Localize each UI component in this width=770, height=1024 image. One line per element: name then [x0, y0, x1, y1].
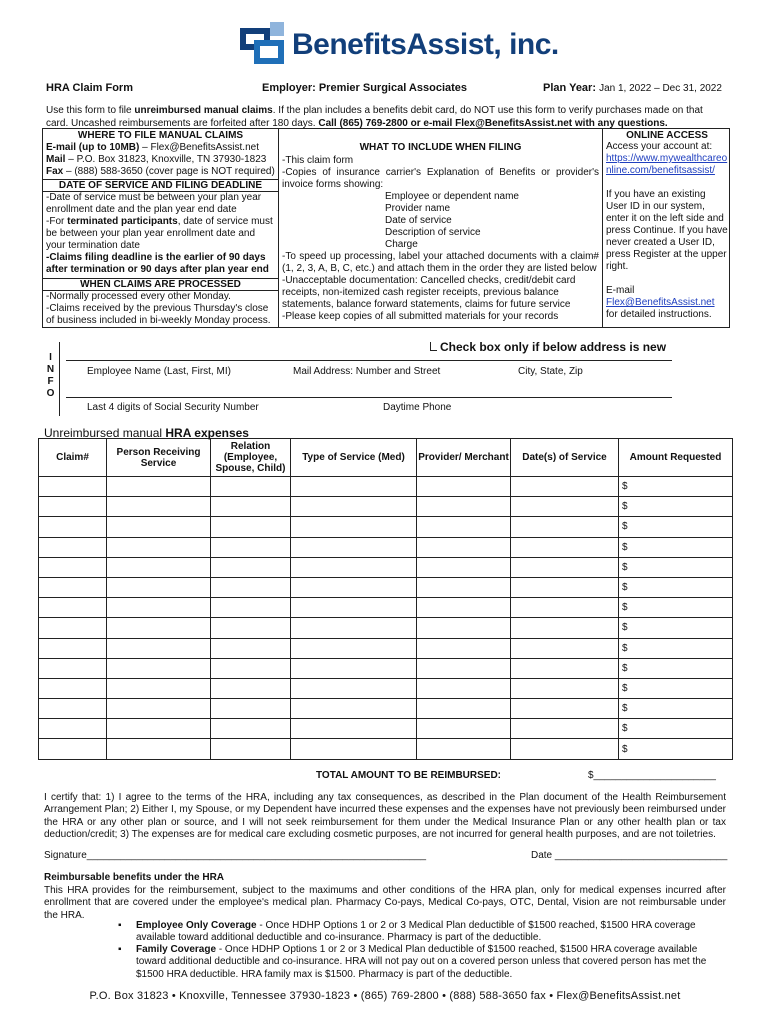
table-cell[interactable] — [211, 739, 291, 759]
table-cell[interactable] — [107, 557, 211, 577]
online-line-3: for detailed instructions. — [606, 309, 712, 320]
total-value-field[interactable]: $______________________ — [588, 770, 716, 781]
company-logo — [240, 22, 559, 66]
table-cell[interactable] — [291, 678, 417, 698]
table-cell[interactable] — [291, 719, 417, 739]
online-email-link[interactable]: Flex@BenefitsAssist.net — [606, 297, 715, 308]
footer-contact: P.O. Box 31823 • Knoxville, Tennessee 37930-1823 • (865) 769-2800 • (888) 588-3650 fax • Flex@BenefitsAssist.net — [89, 990, 681, 1002]
fax-label: Fax — [46, 166, 64, 177]
table-cell[interactable] — [511, 699, 619, 719]
table-cell[interactable] — [39, 678, 107, 698]
table-cell[interactable] — [107, 517, 211, 537]
include-item: Date of service — [385, 215, 452, 226]
include-item: Provider name — [385, 203, 451, 214]
intro-rest: . If the plan includes a benefits debit card, do NOT use this form to verify purchases made on that card. Uncashed reimbursements are forfeited after 180 days. — [46, 105, 703, 129]
family-coverage-label: Family Coverage — [136, 944, 217, 955]
table-cell[interactable] — [39, 517, 107, 537]
amount-cell[interactable]: $ — [619, 577, 733, 597]
ssn-phone-line[interactable] — [66, 397, 672, 398]
dos-line-2c: , date of service must be between your plan year enrollment date and your termination date — [46, 216, 273, 251]
info-letter: N — [46, 364, 55, 375]
dos-line-2 — [43, 216, 278, 252]
plan-year — [543, 82, 722, 94]
amount-cell[interactable]: $ — [619, 537, 733, 557]
table-row — [39, 598, 733, 618]
table-cell[interactable] — [511, 497, 619, 517]
amount-cell[interactable]: $ — [619, 678, 733, 698]
bullet-icon: ▪ — [118, 920, 122, 931]
family-coverage-text: - Once HDHP Options 1 or 2 or 3 Medical Plan deductible of $1500 reached, $1500 HRA coverage available toward additional deductible and co-insurance. HRA will not pay out on a covered person unless that covered person has met the $1500 HRA deductible. HRA family max is $1500. Pharmacy is part of the deductible. — [136, 944, 707, 980]
table-cell[interactable] — [291, 517, 417, 537]
table-row — [39, 497, 733, 517]
table-cell[interactable] — [417, 739, 511, 759]
fax-line — [43, 166, 278, 178]
table-row — [39, 699, 733, 719]
table-row — [39, 739, 733, 759]
table-cell[interactable] — [107, 638, 211, 658]
mail-address-label: Mail Address: Number and Street — [293, 366, 441, 377]
when-processed-heading: WHEN CLAIMS ARE PROCESSED — [43, 278, 278, 291]
info-letter: I — [49, 352, 52, 363]
mail-line — [43, 154, 278, 166]
expenses-body — [39, 477, 733, 760]
table-cell[interactable] — [211, 598, 291, 618]
table-cell[interactable] — [417, 477, 511, 497]
expenses-title-normal: Unreimbursed manual — [44, 426, 166, 440]
plan-year-label: Plan Year: — [543, 82, 596, 94]
middle-column — [279, 129, 603, 327]
employee-info-section — [42, 338, 730, 422]
table-cell[interactable] — [291, 477, 417, 497]
table-cell[interactable] — [291, 598, 417, 618]
table-row — [39, 719, 733, 739]
table-cell[interactable] — [417, 598, 511, 618]
table-cell[interactable] — [417, 577, 511, 597]
table-cell[interactable] — [511, 658, 619, 678]
table-cell[interactable] — [211, 618, 291, 638]
table-cell[interactable] — [39, 719, 107, 739]
table-cell[interactable] — [291, 557, 417, 577]
table-row — [39, 477, 733, 497]
table-cell[interactable] — [511, 638, 619, 658]
table-cell[interactable] — [107, 497, 211, 517]
col-type-of-service: Type of Service (Med) — [291, 439, 417, 477]
amount-cell[interactable]: $ — [619, 658, 733, 678]
amount-cell[interactable]: $ — [619, 557, 733, 577]
table-cell[interactable] — [39, 577, 107, 597]
table-cell[interactable] — [211, 719, 291, 739]
table-cell[interactable] — [39, 699, 107, 719]
employee-only-label: Employee Only Coverage — [136, 920, 257, 931]
plan-year-value: Jan 1, 2022 – Dec 31, 2022 — [599, 83, 722, 94]
total-label: TOTAL AMOUNT TO BE REIMBURSED: — [316, 770, 501, 781]
table-cell[interactable] — [107, 678, 211, 698]
email-label: E-mail (up to 10MB) — [46, 142, 140, 153]
table-cell[interactable] — [39, 739, 107, 759]
info-letter: O — [46, 388, 55, 399]
online-access-heading: ONLINE ACCESS — [626, 130, 708, 141]
amount-cell[interactable]: $ — [619, 719, 733, 739]
mail-value: – P.O. Box 31823, Knoxville, TN 37930-1823 — [65, 154, 267, 165]
table-cell[interactable] — [39, 557, 107, 577]
table-cell[interactable] — [107, 577, 211, 597]
table-cell[interactable] — [211, 537, 291, 557]
table-cell[interactable] — [107, 658, 211, 678]
dos-line-2a: -For — [46, 216, 68, 227]
phone-label: Daytime Phone — [383, 402, 452, 413]
logo-text: BenefitsAssist, inc. — [292, 28, 559, 61]
table-cell[interactable] — [211, 658, 291, 678]
right-column — [603, 129, 731, 327]
employee-only-text: - Once HDHP Options 1 or 2 or 3 Medical Plan deductible of $1500 reached, $1500 HRA coverage available toward additional deductible and co-insurance. Pharmacy is part of the deductible. — [136, 920, 696, 944]
intro-part: Use this form to file — [46, 105, 135, 116]
table-cell[interactable] — [511, 477, 619, 497]
table-cell[interactable] — [291, 618, 417, 638]
date-of-service-heading: DATE OF SERVICE AND FILING DEADLINE — [43, 179, 278, 192]
table-cell[interactable] — [291, 497, 417, 517]
table-cell[interactable] — [417, 678, 511, 698]
online-line-1: Access your account at: — [606, 141, 713, 152]
signature-field[interactable]: Signature_____________________________________________________________ — [44, 850, 427, 861]
include-line-2: -Copies of insurance carrier's Explanation of Benefits or provider's invoice forms showing: — [282, 167, 599, 190]
where-to-file-heading: WHERE TO FILE MANUAL CLAIMS — [77, 130, 244, 141]
include-line-3: -To speed up processing, label your attached documents with a claim# (1, 2, 3, A, B, C, etc.) and attach them in the order they are listed below — [282, 251, 599, 274]
processed-line-2: -Claims received by the previous Thursday's close of business included in bi-weekly Monday process. — [46, 303, 271, 326]
include-item: Description of service — [385, 227, 481, 238]
online-line-2: If you have an existing User ID in our system, enter it on the left side and press Continue. If you have never created a User ID, press Register at the upper right. — [606, 189, 728, 272]
table-cell[interactable] — [417, 699, 511, 719]
form-title: HRA Claim Form — [46, 82, 133, 94]
table-cell[interactable] — [107, 618, 211, 638]
mail-label: Mail — [46, 154, 66, 165]
include-item: Employee or dependent name — [385, 191, 519, 202]
table-cell[interactable] — [511, 577, 619, 597]
city-state-zip-label: City, State, Zip — [518, 366, 583, 377]
table-cell[interactable] — [291, 739, 417, 759]
amount-cell[interactable]: $ — [619, 517, 733, 537]
table-cell[interactable] — [511, 557, 619, 577]
expenses-title-bold: HRA expenses — [165, 426, 249, 440]
col-person: Person Receiving Service — [107, 439, 211, 477]
table-cell[interactable] — [511, 719, 619, 739]
table-cell[interactable] — [291, 699, 417, 719]
table-row — [39, 638, 733, 658]
left-column — [43, 129, 279, 327]
table-row — [39, 517, 733, 537]
email-line — [43, 142, 278, 154]
table-header-row — [39, 439, 733, 477]
table-cell[interactable] — [417, 719, 511, 739]
employee-name-label: Employee Name (Last, First, MI) — [87, 366, 231, 377]
table-row — [39, 537, 733, 557]
intro-text — [46, 104, 726, 130]
col-provider: Provider/ Merchant — [417, 439, 511, 477]
table-cell[interactable] — [417, 557, 511, 577]
table-cell[interactable] — [291, 537, 417, 557]
bullet-icon: ▪ — [118, 944, 122, 955]
online-account-link[interactable]: https://www.mywealthcareonline.com/benefitsassist/ — [606, 153, 728, 176]
amount-cell[interactable]: $ — [619, 638, 733, 658]
table-cell[interactable] — [39, 477, 107, 497]
table-cell[interactable] — [107, 537, 211, 557]
reimbursable-heading: Reimbursable benefits under the HRA — [44, 872, 225, 883]
table-cell[interactable] — [511, 739, 619, 759]
fax-value: – (888) 588-3650 (cover page is NOT required) — [63, 166, 275, 177]
table-cell[interactable] — [291, 658, 417, 678]
table-row — [39, 678, 733, 698]
checkbox-icon[interactable] — [430, 342, 437, 351]
table-row — [39, 658, 733, 678]
dos-line-3: -Claims filing deadline is the earlier of 90 days after termination or 90 days after plan year end — [46, 252, 269, 275]
amount-cell[interactable]: $ — [619, 477, 733, 497]
reimbursable-body: This HRA provides for the reimbursement, subject to the maximums and other conditions of the HRA plan, only for medical expenses incurred after enrollment that are covered under the employee's medical plan. Pharmacy Co-pays, Medical Co-pays, OTC, Dental, Vision are not reimbursable under the HRA. — [44, 885, 726, 921]
table-cell[interactable] — [291, 638, 417, 658]
table-cell[interactable] — [39, 497, 107, 517]
table-cell[interactable] — [417, 658, 511, 678]
amount-cell[interactable]: $ — [619, 699, 733, 719]
table-cell[interactable] — [211, 557, 291, 577]
table-cell[interactable] — [39, 618, 107, 638]
table-cell[interactable] — [417, 638, 511, 658]
col-amount: Amount Requested — [619, 439, 733, 477]
intro-contact: Call (865) 769-2800 or e-mail Flex@BenefitsAssist.net with any questions. — [318, 118, 668, 129]
table-cell[interactable] — [211, 497, 291, 517]
col-claim-number: Claim# — [39, 439, 107, 477]
certification-text: I certify that: 1) I agree to the terms of the HRA, including any tax consequences, as described in the Plan document of the Health Reimbursement Arrangement Plan; 2) Either I, my Spouse, or my Dependent have incurred these expenses and the expenses have not previously been reimbursed under the HRA or any other plan or source, and I will not seek reimbursement for them under the Medical Insurance Plan or any other health plan or tax deduction/credit; 3) The expenses are for medical care excluding cosmetic purposes, are not incurred for general health purposes, and are not toiletries. — [44, 792, 726, 841]
amount-cell[interactable]: $ — [619, 739, 733, 759]
table-cell[interactable] — [107, 739, 211, 759]
table-row — [39, 557, 733, 577]
table-cell[interactable] — [511, 517, 619, 537]
table-row — [39, 577, 733, 597]
table-cell[interactable] — [211, 517, 291, 537]
table-cell[interactable] — [107, 598, 211, 618]
info-side-label — [42, 342, 60, 416]
table-cell[interactable] — [211, 699, 291, 719]
include-line-5: -Please keep copies of all submitted materials for your records — [282, 311, 559, 322]
table-cell[interactable] — [511, 678, 619, 698]
table-row — [39, 618, 733, 638]
what-to-include-heading: WHAT TO INCLUDE WHEN FILING — [359, 142, 522, 153]
table-cell[interactable] — [417, 618, 511, 638]
family-coverage — [136, 944, 726, 981]
intro-bold: unreimbursed manual claims — [134, 105, 273, 116]
name-address-line[interactable] — [66, 360, 672, 361]
employee-only-coverage — [136, 920, 726, 945]
amount-cell[interactable]: $ — [619, 497, 733, 517]
table-cell[interactable] — [417, 517, 511, 537]
col-dates: Date(s) of Service — [511, 439, 619, 477]
table-cell[interactable] — [107, 477, 211, 497]
employer-name: Employer: Premier Surgical Associates — [262, 82, 468, 94]
info-letter: F — [47, 376, 54, 387]
new-address-check[interactable] — [430, 340, 666, 354]
table-cell[interactable] — [211, 577, 291, 597]
processed-line-1: -Normally processed every other Monday. — [46, 291, 231, 302]
table-cell[interactable] — [511, 618, 619, 638]
include-line-1: -This claim form — [282, 155, 354, 166]
dos-line-2b: terminated participants — [67, 216, 178, 227]
table-cell[interactable] — [39, 638, 107, 658]
table-cell[interactable] — [211, 638, 291, 658]
ssn-label: Last 4 digits of Social Security Number — [87, 402, 259, 413]
table-cell[interactable] — [291, 577, 417, 597]
email-value: – Flex@BenefitsAssist.net — [139, 142, 259, 153]
table-cell[interactable] — [107, 719, 211, 739]
online-email-label: E-mail — [606, 285, 635, 296]
amount-cell[interactable]: $ — [619, 618, 733, 638]
table-cell[interactable] — [211, 678, 291, 698]
table-cell[interactable] — [39, 658, 107, 678]
table-cell[interactable] — [511, 537, 619, 557]
dos-line-1: -Date of service must be between your plan year enrollment date and the plan year end date — [46, 192, 262, 215]
table-cell[interactable] — [511, 598, 619, 618]
include-item: Charge — [385, 239, 418, 250]
logo-mark-icon — [240, 22, 286, 66]
table-cell[interactable] — [39, 537, 107, 557]
include-line-4: -Unacceptable documentation: Cancelled checks, credit/debit card receipts, non-itemized cash register receipts, previous balance statements, balance forward statements, claims for future service — [282, 275, 576, 310]
table-cell[interactable] — [417, 497, 511, 517]
table-cell[interactable] — [417, 537, 511, 557]
amount-cell[interactable]: $ — [619, 598, 733, 618]
expenses-table — [38, 438, 733, 760]
table-cell[interactable] — [39, 598, 107, 618]
table-cell[interactable] — [107, 699, 211, 719]
date-field[interactable]: Date _______________________________ — [531, 850, 728, 861]
table-cell[interactable] — [211, 477, 291, 497]
instructions-box — [42, 128, 730, 328]
col-relation: Relation (Employee, Spouse, Child) — [211, 439, 291, 477]
new-address-label: Check box only if below address is new — [440, 340, 667, 354]
